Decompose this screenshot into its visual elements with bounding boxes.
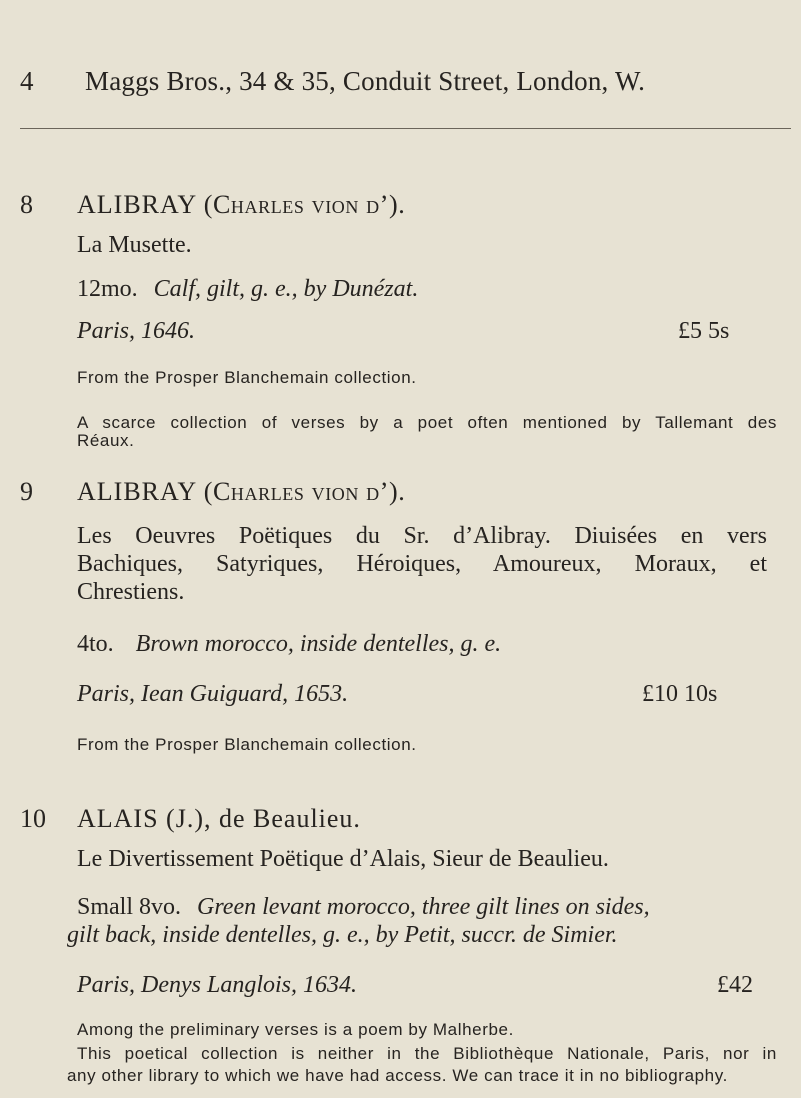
running-title: Maggs Bros., 34 & 35, Conduit Street, London, W. (85, 66, 646, 96)
format-size: 12mo. (77, 276, 138, 302)
entry-price: £5 5s (678, 318, 730, 344)
format-binding-continued: gilt back, inside dentelles, g. e., by Petit, succr. de Simier. (67, 922, 618, 948)
format-binding: Calf, gilt, g. e., by Dunézat. (153, 276, 419, 302)
page-number: 4 (20, 66, 34, 96)
format-binding: Green levant morocco, three gilt lines on sides, (197, 894, 650, 920)
entry-provenance: From the Prosper Blanchemain collection. (77, 735, 417, 754)
author-forename: (Charles vion d’). (203, 190, 406, 219)
entry-price: £42 (717, 972, 753, 998)
entry-price: £10 10s (642, 681, 718, 707)
entry-note-2 (77, 1044, 777, 1064)
entry-imprint: Paris, Iean Guiguard, 1653. (77, 681, 349, 707)
format-size: 4to. (77, 631, 114, 657)
entry-title-continued (77, 551, 767, 578)
entry-author (77, 477, 405, 507)
entry-format (77, 631, 501, 658)
author-forename: (Charles vion d’). (203, 477, 406, 506)
entry-number: 8 (20, 190, 33, 219)
entry-imprint: Paris, 1646. (77, 318, 196, 344)
entry-format (77, 894, 650, 921)
entry-author: ALAIS (J.), de Beaulieu. (77, 804, 361, 833)
entry-title-end: Chrestiens. (77, 579, 185, 605)
entry-note-continued: Réaux. (77, 431, 135, 450)
author-surname: ALIBRAY (77, 190, 197, 219)
entry-number: 10 (20, 804, 46, 833)
entry-title: Le Divertissement Poëtique d’Alais, Sieur de Beaulieu. (77, 846, 609, 872)
format-binding: Brown morocco, inside dentelles, g. e. (135, 631, 502, 657)
title-line: Bachiques, Satyriques, Héroiques, Amoureux, Moraux, et (77, 551, 767, 577)
note-line: This poetical collection is neither in the Bibliothèque Nationale, Paris, nor in (77, 1044, 777, 1063)
author-surname: ALIBRAY (77, 477, 197, 506)
entry-format (77, 276, 418, 303)
entry-note: Among the preliminary verses is a poem by Malherbe. (77, 1020, 514, 1039)
entry-number: 9 (20, 477, 33, 506)
entry-title (77, 523, 767, 550)
entry-imprint: Paris, Denys Langlois, 1634. (77, 972, 358, 998)
entry-note-2-continued: any other library to which we have had access. We can trace it in no bibliography. (67, 1066, 728, 1085)
title-line: Les Oeuvres Poëtiques du Sr. d’Alibray. Diuisées en vers (77, 523, 767, 549)
header-rule (20, 128, 791, 129)
entry-note (77, 413, 777, 433)
entry-provenance: From the Prosper Blanchemain collection. (77, 368, 417, 387)
entry-title: La Musette. (77, 232, 192, 258)
entry-author (77, 190, 405, 220)
format-size: Small 8vo. (77, 894, 182, 920)
note-line: A scarce collection of verses by a poet often mentioned by Tallemant des (77, 413, 777, 432)
